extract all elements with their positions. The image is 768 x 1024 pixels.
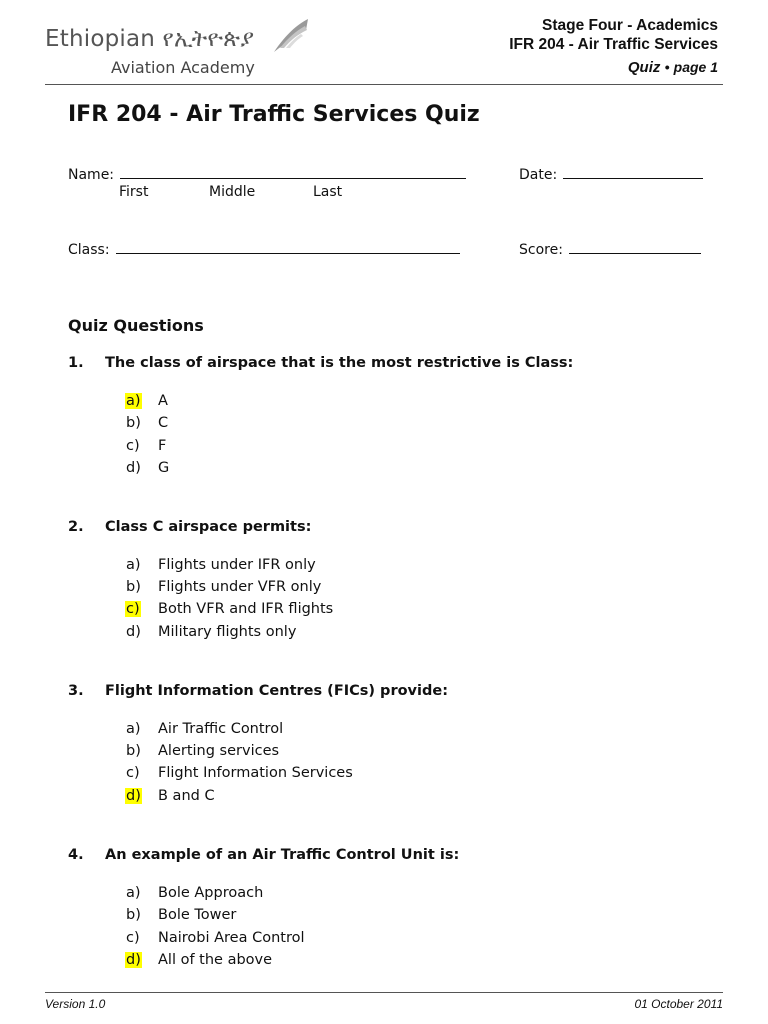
name-line[interactable] [120,165,466,179]
score-line[interactable] [569,240,701,254]
option-letter-highlighted: c) [126,601,140,617]
first-sublabel: First [119,184,149,200]
option-text: A [158,393,168,409]
section-heading: Quiz Questions [68,316,204,335]
name-field[interactable] [68,165,466,183]
option-text: Bole Tower [158,907,237,923]
option-letter-highlighted: a) [126,393,141,409]
page-indicator [509,59,718,76]
option-letter: d) [126,460,141,476]
option-text: Bole Approach [158,885,264,901]
option-text: Alerting services [158,743,280,759]
option-letter: c) [126,930,140,946]
doc-type-label: Quiz [627,59,661,76]
question-text: The class of airspace that is the most restrictive is Class: [105,355,574,371]
footer-date: 01 October 2011 [634,997,723,1011]
name-label: Name: [68,167,115,183]
option-text: Nairobi Area Control [158,930,305,946]
option-letter: b) [126,415,141,431]
option-text: Air Traffic Control [158,721,284,737]
logo-subtitle: Aviation Academy [111,58,255,77]
bullet-separator: • [664,59,670,75]
wing-logo-icon [268,18,310,54]
option-letter: b) [126,579,141,595]
answer-option[interactable] [125,457,169,479]
date-field[interactable] [519,165,703,183]
stage-label: Stage Four - Academics [541,17,718,34]
question-text: Flight Information Centres (FICs) provide: [105,683,448,699]
answer-option[interactable] [125,621,296,643]
option-letter: a) [126,557,141,573]
option-text: G [158,460,170,476]
option-letter-highlighted: d) [126,788,141,804]
answer-option[interactable] [125,390,168,412]
option-text: Flight Information Services [158,765,353,781]
answer-option[interactable] [125,949,272,971]
option-letter: a) [126,721,141,737]
class-field[interactable] [68,240,460,258]
option-text: Flights under IFR only [158,557,316,573]
option-letter: c) [126,765,140,781]
date-label: Date: [519,167,558,183]
question-number: 3. [68,683,84,699]
answer-option[interactable] [125,576,321,598]
question-number: 4. [68,847,84,863]
page-number: page 1 [673,59,718,75]
question-text: Class C airspace permits: [105,519,312,535]
answer-option[interactable] [125,904,236,926]
option-text: C [158,415,169,431]
option-letter: b) [126,743,141,759]
course-label: IFR 204 - Air Traffic Services [509,36,718,53]
class-line[interactable] [116,240,460,254]
answer-option[interactable] [125,740,279,762]
option-text: F [158,438,167,454]
option-text: B and C [158,788,215,804]
score-field[interactable] [519,240,701,258]
header-divider [45,84,723,85]
middle-sublabel: Middle [209,184,256,200]
header-info [509,16,718,76]
option-text: All of the above [158,952,273,968]
date-line[interactable] [563,165,703,179]
question-number: 1. [68,355,84,371]
option-letter-highlighted: d) [126,952,141,968]
option-text: Military flights only [158,624,297,640]
page-title: IFR 204 - Air Traffic Services Quiz [68,102,480,127]
answer-option[interactable] [125,927,305,949]
answer-option[interactable] [125,718,283,740]
logo-wordmark: Ethiopian የኢትዮጵያ [45,26,255,52]
option-text: Flights under VFR only [158,579,322,595]
answer-option[interactable] [125,435,166,457]
question-number: 2. [68,519,84,535]
option-text: Both VFR and IFR flights [158,601,334,617]
answer-option[interactable] [125,785,215,807]
answer-option[interactable] [125,412,168,434]
class-label: Class: [68,242,110,258]
question-text: An example of an Air Traffic Control Unit is: [105,847,460,863]
score-label: Score: [519,242,563,258]
footer-divider [45,992,723,993]
option-letter: a) [126,885,141,901]
answer-option[interactable] [125,554,316,576]
option-letter: d) [126,624,141,640]
answer-option[interactable] [125,762,353,784]
option-letter: c) [126,438,140,454]
last-sublabel: Last [313,184,343,200]
answer-option[interactable] [125,598,333,620]
answer-option[interactable] [125,882,263,904]
option-letter: b) [126,907,141,923]
version-label: Version 1.0 [45,997,106,1011]
